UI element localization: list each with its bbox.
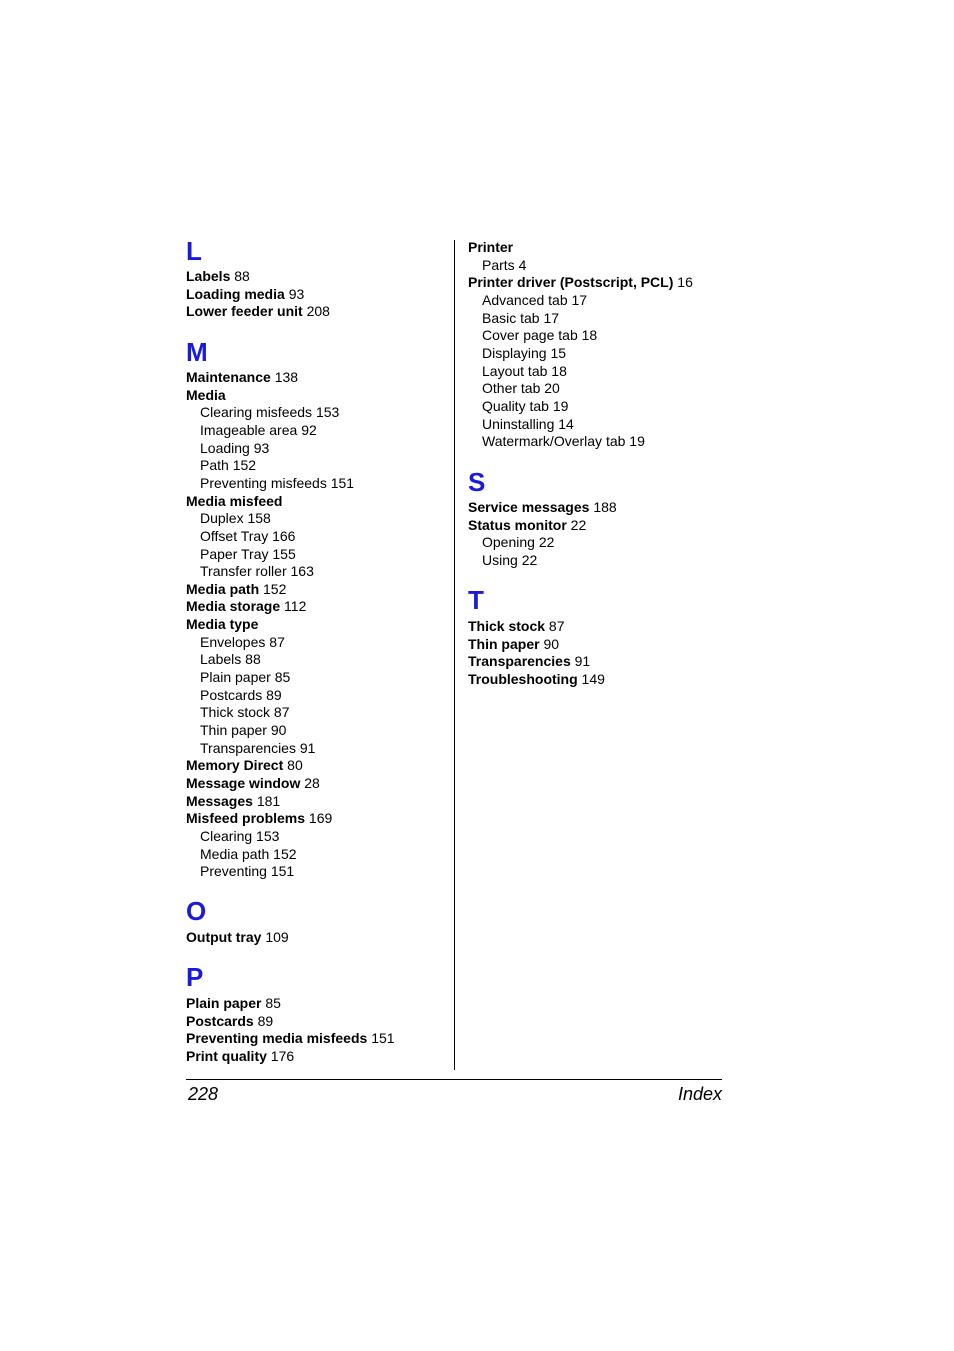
section-letter: L bbox=[186, 236, 202, 266]
index-term: Thick stock bbox=[200, 704, 271, 721]
page-reference-link[interactable]: 152 bbox=[232, 457, 257, 474]
page-reference-link[interactable]: 181 bbox=[256, 792, 281, 809]
index-term: Loading media bbox=[186, 285, 285, 302]
page-reference-link[interactable]: 151 bbox=[330, 474, 355, 491]
section-letter: M bbox=[186, 337, 208, 367]
page-reference-link[interactable]: 112 bbox=[284, 598, 307, 615]
page-reference-link[interactable]: 85 bbox=[265, 995, 281, 1011]
index-entry bbox=[186, 616, 258, 633]
index-subentry bbox=[200, 457, 256, 474]
index-subentry bbox=[482, 534, 554, 551]
index-subentry bbox=[200, 475, 354, 492]
page-reference-link[interactable]: 169 bbox=[308, 810, 333, 827]
index-term: Layout tab bbox=[482, 362, 548, 379]
index-subentry bbox=[482, 327, 597, 344]
page-reference-link[interactable]: 19 bbox=[552, 397, 569, 414]
page-reference-link[interactable]: 151 bbox=[371, 1030, 395, 1047]
section-letter: S bbox=[468, 467, 486, 497]
index-entry bbox=[468, 517, 586, 534]
index-subentry bbox=[482, 552, 537, 569]
index-term: Printer bbox=[468, 239, 514, 255]
index-subentry bbox=[482, 363, 567, 380]
index-entry bbox=[468, 653, 590, 670]
page-reference-link[interactable]: 22 bbox=[521, 551, 538, 568]
page-reference-link[interactable]: 28 bbox=[304, 774, 320, 791]
index-subentry bbox=[482, 345, 566, 362]
index-entry bbox=[186, 286, 304, 303]
index-term: Plain paper bbox=[186, 995, 262, 1011]
index-entry bbox=[186, 387, 226, 404]
page-reference-link[interactable]: 155 bbox=[272, 545, 296, 562]
index-subentry bbox=[482, 433, 645, 450]
page-reference-link[interactable]: 176 bbox=[270, 1047, 295, 1064]
index-term: Envelopes bbox=[200, 633, 266, 650]
index-term: Preventing misfeeds bbox=[200, 474, 327, 491]
index-subentry bbox=[200, 846, 297, 863]
page-reference-link[interactable]: 166 bbox=[272, 527, 296, 544]
index-term: Advanced tab bbox=[482, 291, 568, 308]
page-reference-link[interactable]: 14 bbox=[558, 415, 574, 432]
index-term: Duplex bbox=[200, 510, 244, 527]
page-reference-link[interactable]: 138 bbox=[274, 369, 299, 385]
index-entry bbox=[186, 369, 298, 386]
index-entry bbox=[186, 757, 303, 774]
index-entry bbox=[186, 995, 281, 1012]
page-reference-link[interactable]: 87 bbox=[269, 633, 285, 650]
page-reference-link[interactable]: 18 bbox=[551, 362, 567, 379]
page-reference-link[interactable]: 90 bbox=[543, 635, 560, 652]
index-subentry bbox=[482, 416, 574, 433]
page-reference-link[interactable]: 93 bbox=[253, 439, 270, 456]
index-term: Parts bbox=[482, 256, 515, 273]
index-subentry bbox=[200, 863, 294, 880]
index-term: Using bbox=[482, 551, 518, 568]
page-reference-link[interactable]: 20 bbox=[544, 380, 560, 397]
page-reference-link[interactable]: 153 bbox=[315, 404, 340, 421]
page-reference-link[interactable]: 18 bbox=[581, 327, 598, 344]
index-term: Media path bbox=[200, 845, 270, 862]
section-title: Index bbox=[677, 1084, 722, 1104]
index-term: Media misfeed bbox=[186, 492, 283, 509]
index-entry bbox=[186, 810, 332, 827]
index-term: Uninstalling bbox=[482, 415, 555, 432]
index-subentry bbox=[200, 404, 339, 421]
index-term: Opening bbox=[482, 534, 535, 551]
footer-rule bbox=[186, 1079, 722, 1080]
index-subentry bbox=[200, 669, 290, 686]
page-reference-link[interactable]: 15 bbox=[550, 344, 567, 361]
page-reference-link[interactable]: 90 bbox=[270, 722, 287, 738]
index-entry bbox=[186, 581, 286, 598]
page-number: 228 bbox=[188, 1084, 219, 1104]
index-term: Transfer roller bbox=[200, 563, 287, 580]
index-term: Media type bbox=[186, 616, 259, 633]
index-term: Basic tab bbox=[482, 309, 540, 326]
column-divider bbox=[454, 240, 455, 1070]
index-term: Preventing bbox=[200, 863, 267, 880]
index-entry bbox=[186, 793, 280, 810]
index-subentry bbox=[200, 563, 314, 580]
index-term: Thick stock bbox=[468, 618, 546, 634]
page-reference-link[interactable]: 17 bbox=[543, 309, 560, 326]
index-term: Output tray bbox=[186, 929, 262, 945]
index-term: Imageable area bbox=[200, 421, 298, 438]
index-term: Thin paper bbox=[200, 722, 267, 738]
page-reference-link[interactable]: 89 bbox=[266, 686, 282, 703]
page-reference-link[interactable]: 88 bbox=[234, 268, 250, 284]
index-subentry bbox=[200, 440, 269, 457]
index-entry bbox=[186, 929, 289, 946]
section-letter: O bbox=[186, 896, 207, 926]
page-reference-link[interactable]: 208 bbox=[306, 303, 330, 320]
index-subentry bbox=[482, 310, 559, 327]
page-reference-link[interactable]: 152 bbox=[273, 845, 297, 862]
index-term: Media path bbox=[186, 580, 260, 597]
index-term: Lower feeder unit bbox=[186, 303, 303, 320]
index-term: Cover page tab bbox=[482, 327, 578, 344]
section-letter: T bbox=[468, 585, 484, 615]
index-subentry bbox=[200, 651, 261, 668]
page-reference-link[interactable]: 93 bbox=[288, 285, 305, 302]
index-subentry bbox=[200, 740, 315, 757]
page-reference-link[interactable]: 91 bbox=[574, 653, 591, 670]
index-entry bbox=[468, 636, 559, 653]
index-term: Postcards bbox=[200, 686, 263, 703]
page-reference-link[interactable]: 153 bbox=[256, 827, 280, 844]
index-entry bbox=[468, 499, 617, 516]
index-subentry bbox=[200, 687, 282, 704]
index-term: Labels bbox=[200, 651, 242, 668]
index-entry bbox=[468, 618, 565, 635]
index-term: Media storage bbox=[186, 598, 281, 615]
index-term: Displaying bbox=[482, 344, 547, 361]
page-reference-link[interactable]: 149 bbox=[581, 670, 605, 687]
index-subentry bbox=[482, 257, 526, 274]
page-reference-link[interactable]: 4 bbox=[518, 256, 527, 273]
page-reference-link[interactable]: 17 bbox=[571, 291, 588, 308]
index-term: Offset Tray bbox=[200, 527, 269, 544]
page-reference-link[interactable]: 16 bbox=[677, 274, 693, 291]
index-subentry bbox=[200, 634, 285, 651]
index-term: Clearing bbox=[200, 827, 253, 844]
page-reference-link[interactable]: 85 bbox=[274, 669, 291, 686]
index-term: Quality tab bbox=[482, 397, 549, 414]
index-term: Media bbox=[186, 386, 226, 403]
index-subentry bbox=[482, 398, 568, 415]
page-reference-link[interactable]: 88 bbox=[245, 651, 261, 668]
page-reference-link[interactable]: 80 bbox=[287, 757, 303, 774]
index-term: Thin paper bbox=[468, 635, 540, 652]
index-term: Maintenance bbox=[186, 369, 271, 385]
index-term: Labels bbox=[186, 268, 231, 284]
page-reference-link[interactable]: 163 bbox=[290, 563, 314, 580]
index-term: Transparencies bbox=[200, 739, 296, 756]
page-reference-link[interactable]: 158 bbox=[247, 510, 271, 527]
index-term: Plain paper bbox=[200, 669, 271, 686]
index-entry bbox=[186, 1013, 273, 1030]
index-subentry bbox=[482, 292, 587, 309]
index-entry bbox=[468, 239, 513, 256]
index-term: Loading bbox=[200, 439, 250, 456]
index-subentry bbox=[200, 704, 289, 721]
page-reference-link[interactable]: 22 bbox=[570, 516, 587, 533]
index-term: Transparencies bbox=[468, 653, 571, 670]
page-reference-link[interactable]: 87 bbox=[548, 618, 565, 634]
page-reference-link[interactable]: 109 bbox=[265, 929, 289, 945]
index-entry bbox=[186, 1048, 294, 1065]
index-term: Preventing media misfeeds bbox=[186, 1030, 368, 1047]
index-entry bbox=[468, 274, 693, 291]
index-entry bbox=[186, 493, 282, 510]
index-entry bbox=[186, 598, 306, 615]
index-subentry bbox=[200, 510, 271, 527]
index-term: Paper Tray bbox=[200, 545, 269, 562]
index-term: Clearing misfeeds bbox=[200, 404, 313, 421]
index-subentry bbox=[200, 422, 317, 439]
page-reference-link[interactable]: 91 bbox=[299, 739, 316, 756]
index-term: Status monitor bbox=[468, 516, 567, 533]
index-subentry bbox=[200, 828, 279, 845]
index-subentry bbox=[200, 722, 286, 739]
page-reference-link[interactable]: 188 bbox=[593, 499, 617, 515]
index-entry bbox=[186, 268, 250, 285]
index-entry bbox=[186, 303, 330, 320]
index-term: Messages bbox=[186, 792, 253, 809]
index-entry bbox=[186, 775, 320, 792]
page-reference-link[interactable]: 22 bbox=[538, 534, 555, 551]
page-reference-link[interactable]: 151 bbox=[270, 863, 295, 880]
index-subentry bbox=[200, 528, 295, 545]
index-term: Troubleshooting bbox=[468, 670, 578, 687]
page-reference-link[interactable]: 152 bbox=[263, 580, 287, 597]
index-subentry bbox=[200, 546, 296, 563]
index-term: Memory Direct bbox=[186, 757, 284, 774]
index-subentry bbox=[482, 380, 560, 397]
section-letter: P bbox=[186, 962, 204, 992]
index-entry bbox=[468, 671, 605, 688]
page-reference-link[interactable]: 87 bbox=[273, 704, 290, 721]
index-term: Other tab bbox=[482, 380, 541, 397]
index-term: Watermark/Overlay tab bbox=[482, 433, 626, 450]
page-reference-link[interactable]: 92 bbox=[301, 421, 317, 438]
page-reference-link[interactable]: 19 bbox=[629, 433, 645, 450]
index-term: Print quality bbox=[186, 1047, 267, 1064]
index-term: Path bbox=[200, 457, 229, 474]
index-term: Misfeed problems bbox=[186, 810, 306, 827]
index-entry bbox=[186, 1030, 395, 1047]
page-reference-link[interactable]: 89 bbox=[257, 1012, 274, 1029]
index-term: Service messages bbox=[468, 499, 590, 515]
index-term: Message window bbox=[186, 774, 301, 791]
index-term: Printer driver (Postscript, PCL) bbox=[468, 274, 674, 291]
index-term: Postcards bbox=[186, 1012, 254, 1029]
